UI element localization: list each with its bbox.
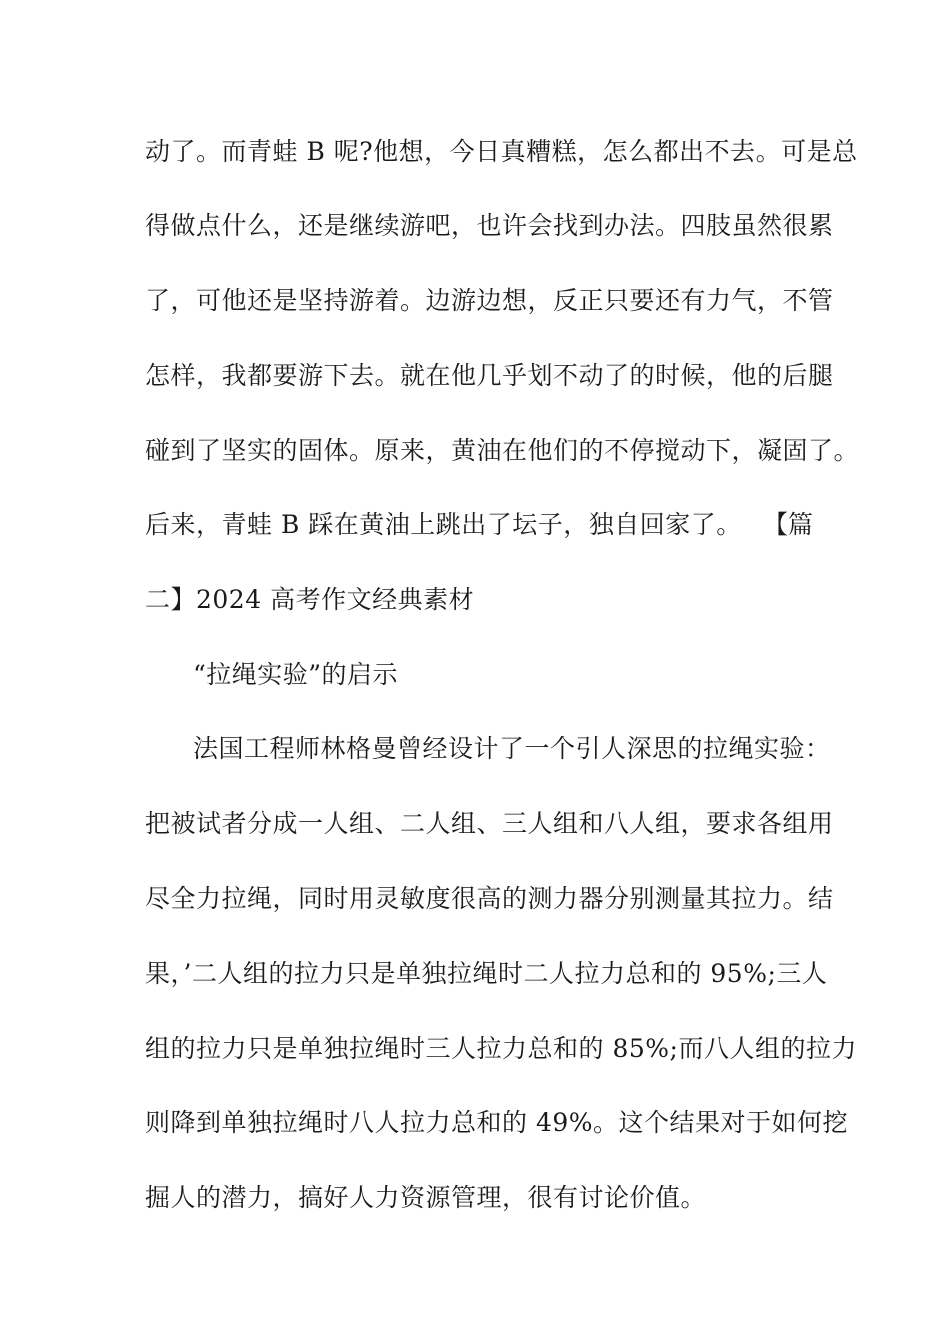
paragraph-line-12: 则降到单独拉绳时八人拉力总和的 49%。这个结果对于如何挖 (145, 1108, 849, 1137)
paragraph-line-5: 碰到了坚实的固体。原来，黄油在他们的不停搅动下，凝固了。 (145, 436, 860, 465)
paragraph-line-6: 后来，青蛙 B 踩在黄油上跳出了坛子，独自回家了。 (145, 510, 742, 539)
paragraph-line-9: 尽全力拉绳，同时用灵敏度很高的测力器分别测量其拉力。结 (145, 884, 834, 913)
paragraph-line-13: 掘人的潜力，搞好人力资源管理，很有讨论价值。 (145, 1183, 707, 1212)
paragraph-line-7: 法国工程师林格曼曾经设计了一个引人深思的拉绳实验： (193, 734, 831, 763)
paragraph-line-4: 怎样，我都要游下去。就在他几乎划不动了的时候，他的后腿 (145, 361, 834, 390)
paragraph-line-10: 果，’二人组的拉力只是单独拉绳时二人拉力总和的 95%;三人 (145, 959, 828, 988)
paragraph-line-3: 了，可他还是坚持游着。边游边想，反正只要还有力气，不管 (145, 286, 834, 315)
article-title: “拉绳实验”的启示 (193, 660, 399, 689)
paragraph-line-8: 把被试者分成一人组、二人组、三人组和八人组，要求各组用 (145, 809, 834, 838)
section-heading: 二】2024 高考作文经典素材 (145, 585, 475, 614)
paragraph-line-1: 动了。而青蛙 B 呢?他想，今日真糟糕，怎么都出不去。可是总 (145, 137, 858, 166)
paragraph-line-2: 得做点什么，还是继续游吧，也许会找到办法。四肢虽然很累 (145, 211, 834, 240)
section-tag: 【篇 (763, 510, 814, 539)
paragraph-line-11: 组的拉力只是单独拉绳时三人拉力总和的 85%;而八人组的拉力 (145, 1034, 857, 1063)
